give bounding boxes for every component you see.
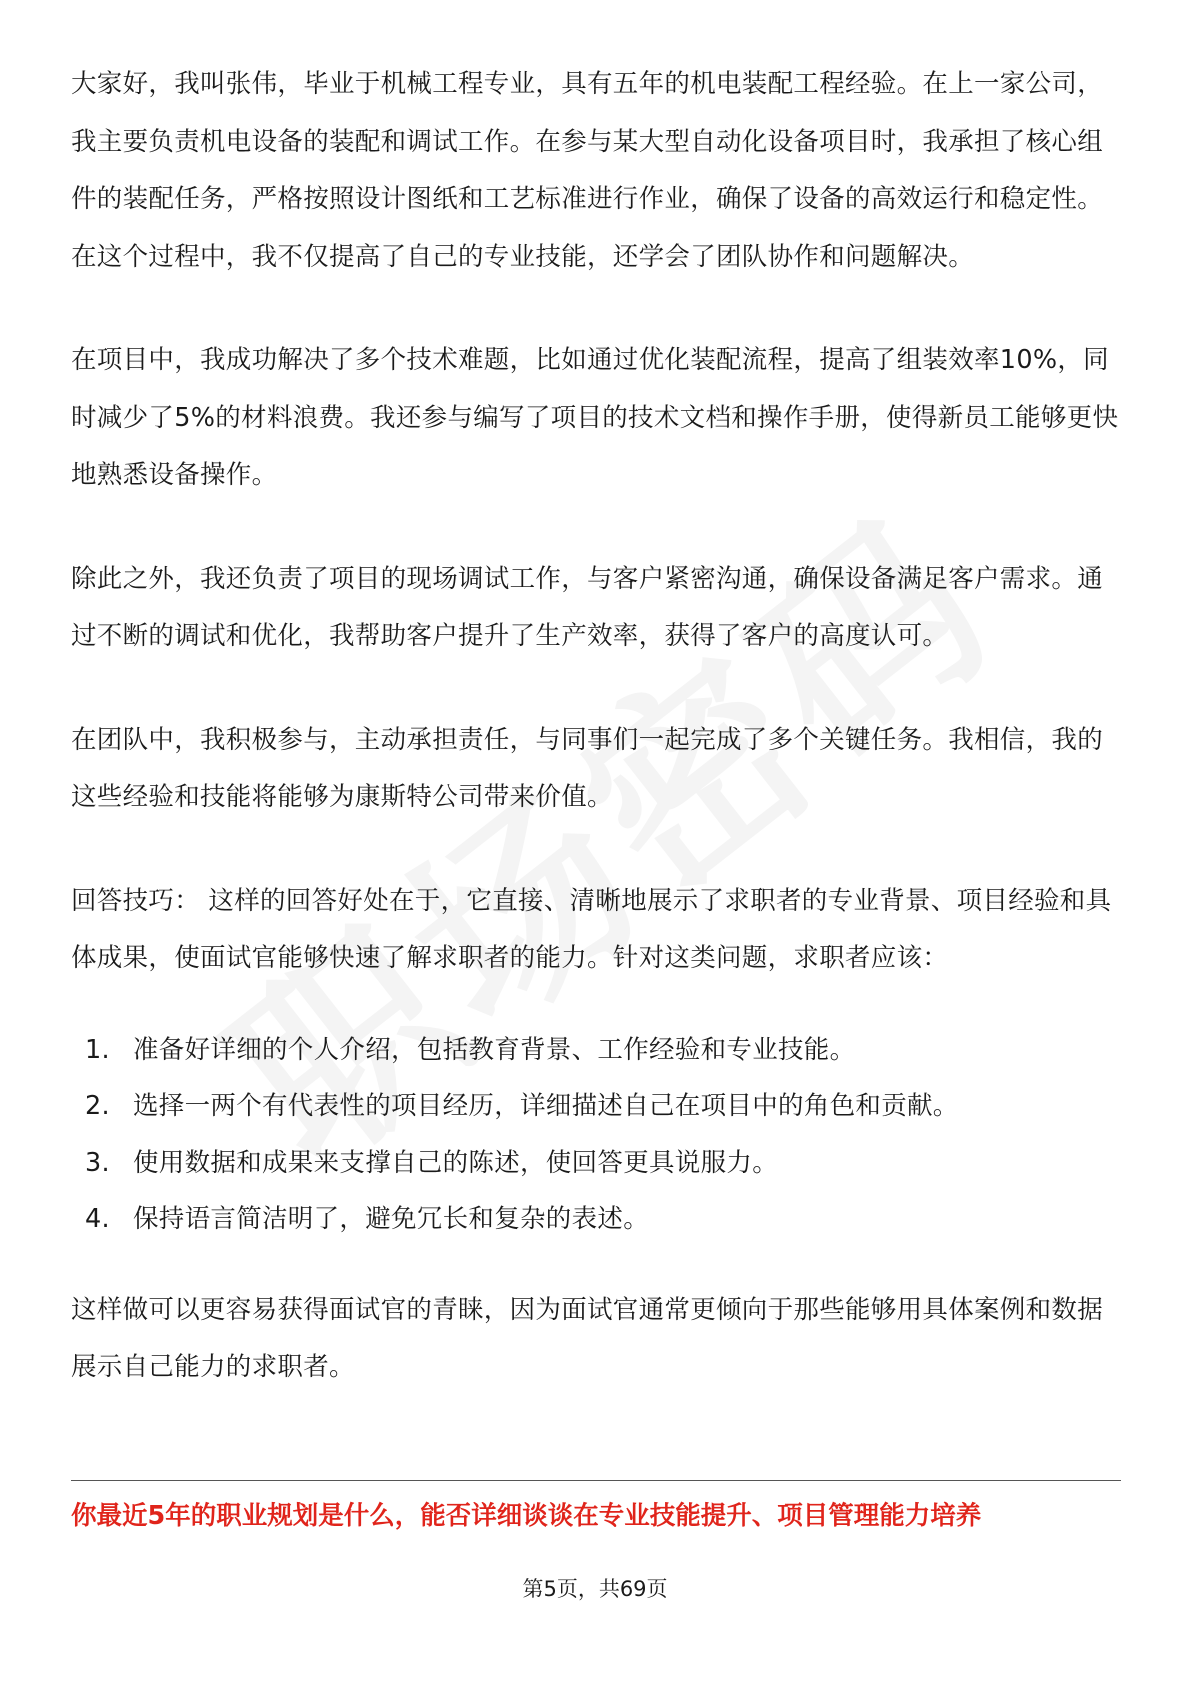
paragraph-answer-tips: 回答技巧： 这样的回答好处在于，它直接、清晰地展示了求职者的专业背景、项目经验和具体成果，使面试官能够快速了解求职者的能力。针对这类问题，求职者应该： bbox=[71, 885, 1112, 973]
next-question-heading: 你最近5年的职业规划是什么，能否详细谈谈在专业技能提升、项目管理能力培养 bbox=[71, 1501, 982, 1531]
paragraph-achievements: 在项目中，我成功解决了多个技术难题，比如通过优化装配流程，提高了组装效率10%，同时减少了5%的材料浪费。我还参与编写了项目的技术文档和操作手册，使得新员工能够更快地熟悉设备操作。 bbox=[71, 345, 1119, 490]
list-item: 4. 保持语言简洁明了，避免冗长和复杂的表述。 bbox=[85, 1204, 650, 1234]
list-item: 1. 准备好详细的个人介绍，包括教育背景、工作经验和专业技能。 bbox=[85, 1034, 856, 1065]
paragraph-teamwork: 在团队中，我积极参与，主动承担责任，与同事们一起完成了多个关键任务。我相信，我的这些经验和技能将能够为康斯特公司带来价值。 bbox=[71, 724, 1104, 812]
paragraph-intro: 大家好，我叫张伟，毕业于机械工程专业，具有五年的机电装配工程经验。在上一家公司，我主要负责机电设备的装配和调试工作。在参与某大型自动化设备项目时，我承担了核心组件的装配任务，严格按照设计图纸和工艺标准进行作业，确保了设备的高效运行和稳定性。在这个过程中，我不仅提高了自己的专业技能，还学会了团队协作和问题解决。 bbox=[71, 69, 1104, 272]
paragraph-field-debugging: 除此之外，我还负责了项目的现场调试工作，与客户紧密沟通，确保设备满足客户需求。通过不断的调试和优化，我帮助客户提升了生产效率，获得了客户的高度认可。 bbox=[71, 563, 1104, 651]
list-item: 2. 选择一两个有代表性的项目经历，详细描述自己在项目中的角色和贡献。 bbox=[85, 1091, 959, 1121]
page-content bbox=[71, 56, 1121, 1397]
page-number-footer: 第5页，共69页 bbox=[522, 1577, 668, 1601]
section-divider bbox=[71, 1480, 1121, 1481]
paragraph-closing: 这样做可以更容易获得面试官的青睐，因为面试官通常更倾向于那些能够用具体案例和数据展示自己能力的求职者。 bbox=[71, 1294, 1104, 1382]
list-item: 3. 使用数据和成果来支撑自己的陈述，使回答更具说服力。 bbox=[85, 1147, 779, 1178]
tips-list bbox=[71, 1022, 1121, 1248]
